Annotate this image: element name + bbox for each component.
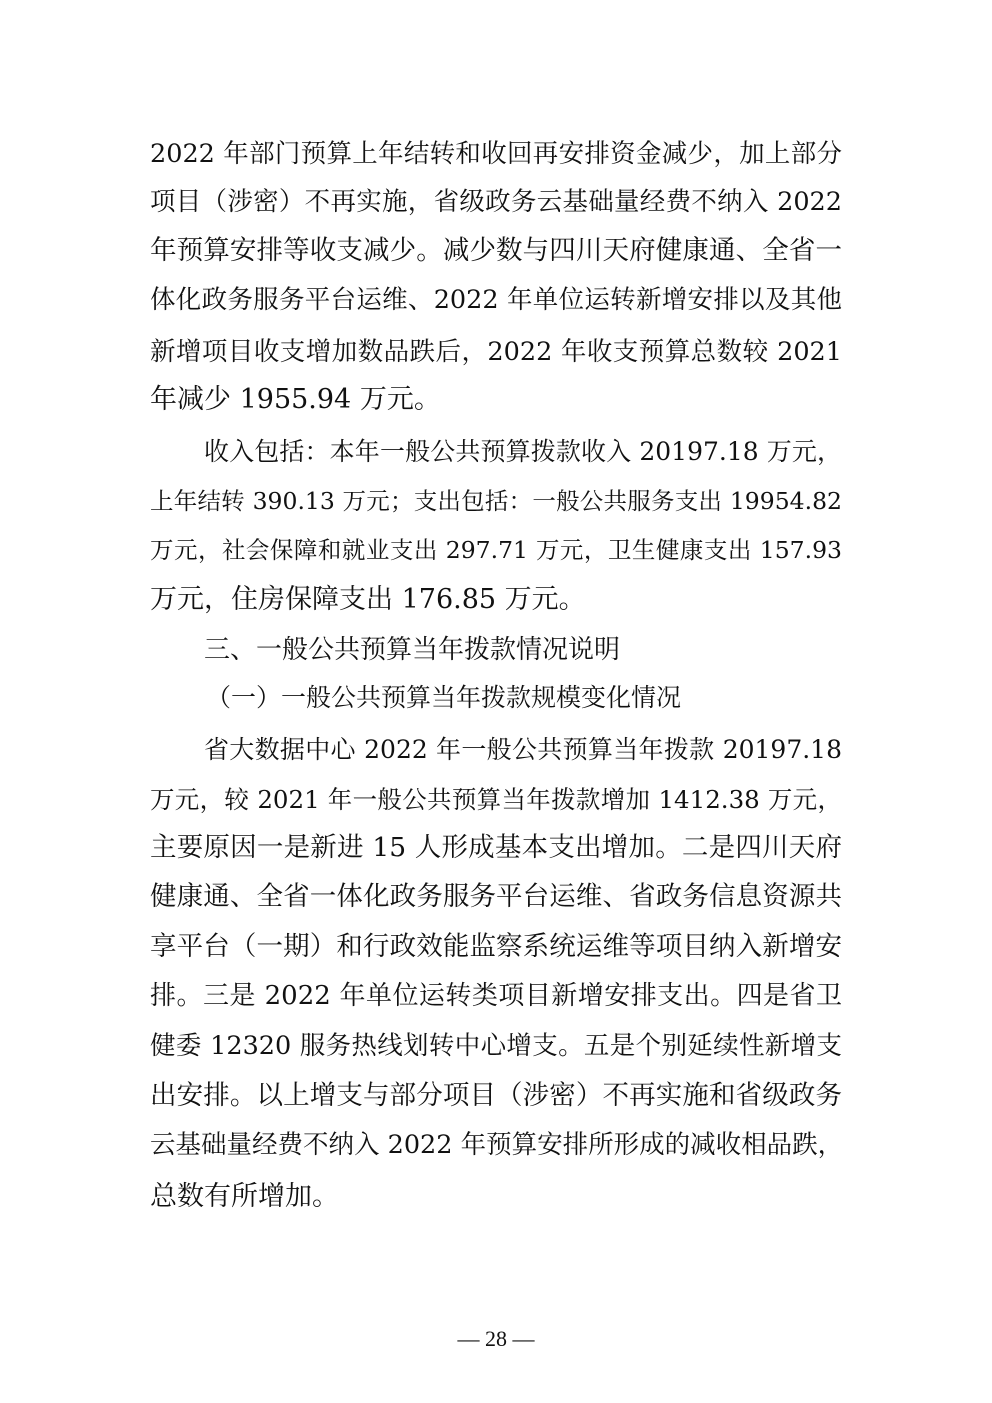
paragraph-3-line-3: 主要原因一是新进 15 人形成基本支出增加。二是四川天府 <box>150 832 842 863</box>
paragraph-1-line-5: 新增项目收支增加数品跌后，2022 年收支预算总数较 2021 <box>150 337 842 367</box>
paragraph-1-line-2: 项目（涉密）不再实施，省级政务云基础量经费不纳入 2022 <box>150 187 842 217</box>
paragraph-2-line-2: 上年结转 390.13 万元；支出包括：一般公共服务支出 19954.82 <box>150 487 842 515</box>
paragraph-2-line-4: 万元，住房保障支出 176.85 万元。 <box>150 584 586 615</box>
paragraph-3-line-10: 总数有所增加。 <box>150 1181 339 1212</box>
paragraph-3-line-2: 万元，较 2021 年一般公共预算当年拨款增加 1412.38 万元， <box>150 785 842 814</box>
paragraph-3-line-4: 健康通、全省一体化政务服务平台运维、省政务信息资源共 <box>150 881 842 912</box>
subsection-heading: （一）一般公共预算当年拨款规模变化情况 <box>206 683 682 712</box>
paragraph-1-line-6: 年减少 1955.94 万元。 <box>150 384 441 415</box>
paragraph-1-line-4: 体化政务服务平台运维、2022 年单位运转新增安排以及其他 <box>150 285 842 315</box>
section-heading: 三、一般公共预算当年拨款情况说明 <box>204 635 621 665</box>
page-number: — 28 — <box>457 1326 535 1351</box>
paragraph-3-line-7: 健委 12320 服务热线划转中心增支。五是个别延续性新增支 <box>150 1031 842 1061</box>
paragraph-2-line-1: 收入包括：本年一般公共预算拨款收入 20197.18 万元， <box>204 437 842 466</box>
paragraph-2-line-3: 万元，社会保障和就业支出 297.71 万元，卫生健康支出 157.93 <box>150 536 842 564</box>
paragraph-3-line-9: 云基础量经费不纳入 2022 年预算安排所形成的减收相品跌， <box>150 1130 844 1160</box>
paragraph-1-line-3: 年预算安排等收支减少。减少数与四川天府健康通、全省一 <box>150 235 842 266</box>
paragraph-1-line-1: 2022 年部门预算上年结转和收回再安排资金减少，加上部分 <box>150 139 842 169</box>
paragraph-3-line-5: 享平台（一期）和行政效能监察系统运维等项目纳入新增安 <box>150 931 842 962</box>
paragraph-3-line-6: 排。三是 2022 年单位运转类项目新增安排支出。四是省卫 <box>150 981 842 1011</box>
paragraph-3-line-1: 省大数据中心 2022 年一般公共预算当年拨款 20197.18 <box>204 735 842 764</box>
paragraph-3-line-8: 出安排。以上增支与部分项目（涉密）不再实施和省级政务 <box>150 1080 842 1111</box>
